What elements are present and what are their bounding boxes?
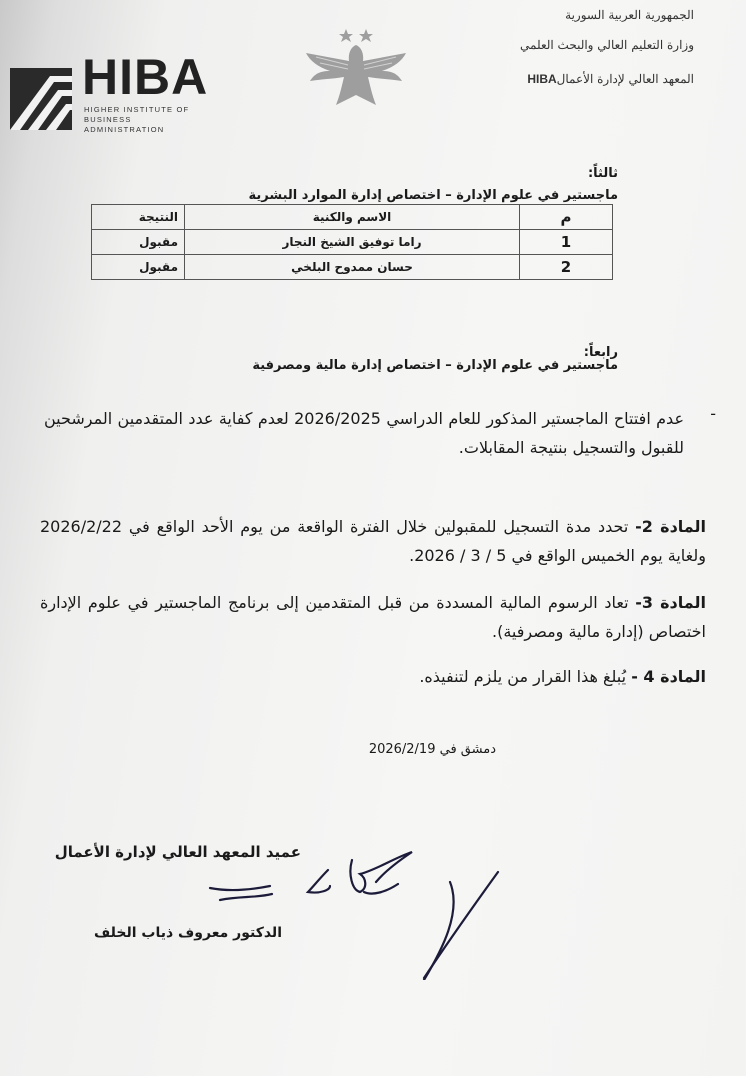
row-num: 2 — [520, 255, 613, 280]
date-line: دمشق في 2026/2/19 — [368, 742, 496, 757]
results-table — [91, 204, 613, 280]
hiba-logo-icon — [10, 68, 72, 130]
article-text: تعاد الرسوم المالية المسددة من قبل المتقدمين إلى برنامج الماجستير في علوم الإدارة اختصاص (إدارة مالية ومصرفية). — [40, 593, 706, 641]
logo-subtitle: HIGHER INSTITUTE OF BUSINESS ADMINISTRATION — [84, 105, 190, 134]
section4-label: رابعاً: — [583, 345, 618, 360]
header-institute: المعهد العالي لإدارة الأعمالHIBA — [527, 72, 694, 86]
article-3 — [40, 588, 706, 646]
logo-wordmark: HIBA — [82, 49, 209, 105]
section3-label: ثالثاً: — [587, 166, 618, 181]
row-num: 1 — [520, 230, 613, 255]
section3-title: ماجستير في علوم الإدارة – اختصاص إدارة الموارد البشرية — [248, 188, 618, 203]
row-name: حسان ممدوح البلخي — [185, 255, 520, 280]
eagle-emblem-icon — [296, 25, 416, 107]
dean-title: عميد المعهد العالي لإدارة الأعمال — [54, 843, 301, 861]
header-ministry: وزارة التعليم العالي والبحث العلمي — [520, 38, 694, 52]
handwritten-signature-icon — [180, 830, 520, 980]
bullet-dash: - — [710, 404, 716, 423]
col-header-name: الاسم والكنية — [185, 205, 520, 230]
article-2 — [40, 512, 706, 570]
col-header-num: م — [520, 205, 613, 230]
article-4 — [40, 662, 706, 691]
row-result: مقبول — [92, 230, 185, 255]
col-header-result: النتيجة — [92, 205, 185, 230]
dean-name: الدكتور معروف ذياب الخلف — [93, 925, 282, 941]
article-label: المادة 3- — [635, 593, 706, 612]
row-name: راما توفيق الشيخ النجار — [185, 230, 520, 255]
table-row — [92, 255, 613, 280]
section4-bullet-text: عدم افتتاح الماجستير المذكور للعام الدراسي 2026/2025 لعدم كفاية عدد المتقدمين المرشحين للقبول والتسجيل بنتيجة المقابلات. — [44, 409, 685, 457]
header-country: الجمهورية العربية السورية — [565, 8, 694, 22]
section4-title: ماجستير في علوم الإدارة – اختصاص إدارة مالية ومصرفية — [252, 358, 618, 373]
table-row — [92, 230, 613, 255]
article-text: يُبلغ هذا القرار من يلزم لتنفيذه. — [419, 667, 627, 686]
table-header-row — [92, 205, 613, 230]
article-text: تحدد مدة التسجيل للمقبولين خلال الفترة الواقعة من يوم الأحد الواقع في 2026/2/22 ولغاية يوم الخميس الواقع في 5 / 3 / 2026. — [40, 517, 706, 565]
row-result: مقبول — [92, 255, 185, 280]
article-label: المادة 4 - — [631, 667, 706, 686]
article-label: المادة 2- — [635, 517, 706, 536]
